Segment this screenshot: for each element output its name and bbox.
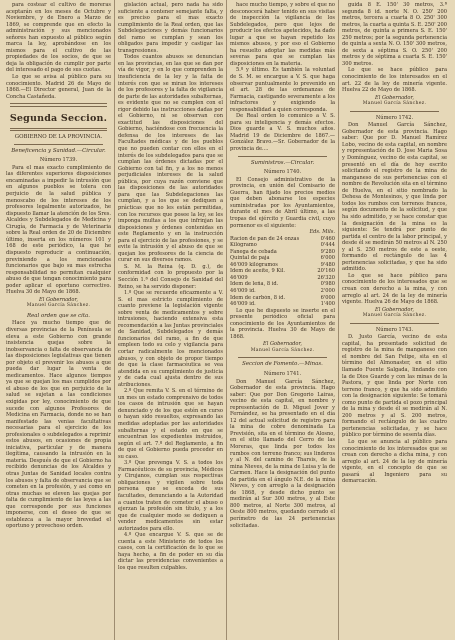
price-value: 0'460 xyxy=(320,235,335,242)
signature-title: El Gobernador, xyxy=(375,94,414,101)
price-value: 0'980 xyxy=(320,281,335,288)
column-rule xyxy=(338,0,339,640)
paragraph: 3.º Que prevenga V. S. a todos los Farmacéuticos de su provincia, Médicos y Cirujanos, cumplan sus respectivas obligaciones y vigilen sobre toda persona que se exceda de sus facultades, denunciando a la Autoridad a cuantos traten de cometer el abuso o ejerzan la profesión sin título, y a los que de cualquier modo se dediquen a vender medicamentos sin estar autorizados para ello. xyxy=(118,460,223,532)
divider xyxy=(238,357,327,358)
signature-title: El Gobernador, xyxy=(375,306,414,313)
paragraph: Lo que se hace público para conocimiento de los interesados que se crean con derecho a la mina, y con arreglo al art. 24 de la ley de minería vigente. Huelva 26 de Mayo de 1868. xyxy=(342,272,447,306)
price-list xyxy=(230,236,335,308)
paragraph: hace mucho tiempo, y sobre el que no desconocerá haber tenido en sus visitas de inspección la vigilancia de los Subdelegados, pero que lejos de producir los efectos apetecidos, ha dado lugar a que se hayan repetido los mismos abusos, y por eso el Gobierno ha resuelto adoptar las medidas más severas para que se cumplan las disposiciones en la materia. xyxy=(230,2,335,67)
price-value: 6'000 xyxy=(320,255,335,262)
column-2 xyxy=(118,2,223,638)
paragraph: S. M. la Reina (q. D. g.), de conformidad con lo propuesto por la Sección 1.ª del Consejo de Sanidad del Reino, se ha servido disponer: xyxy=(118,263,223,290)
subsection-title: Seccion de Fomento.—Minas. xyxy=(242,361,323,368)
paragraph: 2.º Que remita V. S. en el término de un mes un estado comprensivo de todos los casos de intrusión que se hayan denunciado y de los que estén en curso o hayan sido resueltos, expresando las medidas adoptadas por las autoridades subalternas y el estado en que se encuentran los expedientes instruidos, según el art. 7.º del Reglamento, a fin de que el Gobierno pueda proceder en su caso. xyxy=(118,388,223,460)
price-item: 46'009 xyxy=(230,274,248,281)
column-rule xyxy=(226,0,227,640)
subsection-title: Suministros.—Circular. xyxy=(250,159,315,166)
price-item: Idem de leña, 8 id. xyxy=(230,281,279,288)
notice-number: Número 1740. xyxy=(263,169,302,176)
price-value: 6'000 xyxy=(320,294,335,301)
notice-number: Número 1739. xyxy=(39,157,78,164)
signature-name: Manuel García Sánchez. xyxy=(362,313,427,319)
price-item: Kilógramo xyxy=(230,242,257,249)
paragraph: para costear el cultivo de moreras aceptarán en los meses de Octubre y Noviembre, y de Enero a Marzo de 1869, se comprende que en efecto la administración y sus mencionados señores han expuesto al público según marca la ley, aprobándose en los mismos para el cultivo de las propiedades de los socios, de que se deja la obligación de cumplir por parte del interesado el pago de sus cuotas. xyxy=(6,2,111,74)
divider xyxy=(350,323,439,324)
price-header: Eds. Mils. xyxy=(309,229,335,236)
paragraph: Lo que he dispuesto se inserte en el presente periódico oficial para conocimiento de los Ayuntamientos de la provincia. Huelva 30 de Mayo de 1868. xyxy=(230,307,335,340)
price-value: 9'480 xyxy=(320,261,335,268)
column-1 xyxy=(6,2,111,638)
notice-number: Número 1741. xyxy=(263,370,302,377)
paragraph: Lo que se anuncia al público para conocimiento de los interesados que se crean con derecho a dicha mina, y con arreglo al art. 24 de la ley de minería vigente, en el concepto de que se pasará al Ingeniero para su demarcación. xyxy=(342,439,447,485)
paragraph: Don Manuel García Sánchez, Gobernador de esta provincia. Hago saber: Que por D. Manuel Ramírez Lobo, vecino de esta capital, en nombre y representación de D. Jose Maria Sosa y Domínguez, vecino de esta capital, se presentó en el día de hoy escrito solicitando el registro de la mina de manganeso de sus pertenencias con el nombre de Revolución sita en el término de Huelva, en el sitio nombrado la Dehesa de Montesinos, y que linda por todos los rumbos con terrenos francos, según documento de la solicitud, y que ha sido admitido, y se hace constar que la designación de la mina es la siguiente: Se tendrá por punto de partida el centro de la labor principal, y desde él se medirán 50 metros al N. 250 y al S. 250 metros de este a oeste, formando el rectángulo de las 4 pertenencias solicitadas, y que ha sido admitido. xyxy=(342,122,447,273)
paragraph: D. Justo García, vecino de esta capital, ha presentado solicitud de registro de la mina de manganeso con el nombre del San Felipe, sita en el término del Almonaster, en el sitio llamado Fuente Salgada, lindando con la de Dios Guarde y con las minas de la Pastora, y que linda por Norte con terreno franco, y que ha sido admitido con la designación siguiente: Se tomará como punto de partida el pozo principal de la mina y desde él se medirán al N. 200 metros y al S. 200 metros, formando el rectángulo de las cuatro pertenencias solicitadas, y se hace público por término de sesenta días. xyxy=(342,334,447,439)
price-item: 46'009 id. xyxy=(230,301,256,308)
price-item: Fanega de cebada xyxy=(230,248,277,255)
signature-name: Manuel García Sánchez. xyxy=(26,303,91,309)
price-item: Quintal de paja xyxy=(230,255,270,262)
price-value: 0'444 xyxy=(320,242,335,249)
subsection-title: Real orden que se cita. xyxy=(27,312,90,319)
paragraph: 5.º y último. Es también la voluntad de S. M. se encargue a V. S. que haga observar puntualmente lo prevenido en el art. 28 de las ordenanzas de Farmacia, castigando severamente a los infractores y exigiendo la responsabilidad a quien corresponda. xyxy=(230,67,335,113)
paragraph: De Real orden lo comunico a V. S. para su inteligencia y demás efectos. Dios guarde a V. S. muchos años. Madrid 19 de Diciembre de 1867.—González Bravo.—Sr. Gobernador de la provincia de.... xyxy=(230,113,335,153)
divider xyxy=(10,128,107,132)
subsection-title: Beneficencia y Sanidad.—Circular. xyxy=(11,147,106,154)
price-item: Racion de pan de 24 onzas xyxy=(230,235,300,242)
signature-name: Manuel García Sánchez. xyxy=(362,101,427,107)
government-heading: GOBIERNO DE LA PROVINCIA. xyxy=(14,134,103,141)
price-value: 1'400 xyxy=(320,301,335,308)
paragraph: Para el mas exacto cumplimiento de las diferentes superiores disposiciones encaminadas a impedir la intrusión que en algunos pueblos se tolera con perjuicio de la salud pública y menoscabo de los intereses de los profesores legalmente autorizados, he dispuesto llamar la atención de los Sres. Alcaldes y Subdelegados de Medicina y Cirugía, de Farmacia y de Veterinaria sobre la Real orden de 20 de Diciembre último, inserta en los números 101 y 168 de este periódico, la que he dispuesto reproducir a continuación, previniendo a los mencionados funcionarios que bajo su mas estrecha responsabilidad no permitan cualquier abuso de que tengan conocimiento para poder aplicar el oportuno correctivo. Huelva 30 de Mayo de 1868. xyxy=(6,164,111,296)
price-value: 26'320 xyxy=(317,274,335,281)
price-item: 46'009 kilógramos xyxy=(230,261,278,268)
paragraph: Hace ya mucho tiempo que de diversas provincias de la Península se eleva a este Gobierno con grande insistencia quejas sobre la inobservancia o falta de observancia de las disposiciones legislativas que tienen por objeto el prevenir los abusos a que pueda dar lugar la venta de medicamentos. Hace algunos tiempos ya que se quejan los mas cumplidos por el abuso de los que en perjuicio de la salud se sujetan a las condiciones exigidas por ley, conocimiento de que sucede con algunos Profesores de Medicina en Farmacia, donde no se han manifestado las venias facultativas necesarias para el ejercicio de los profesionales o subdelegados a reprimir estos abusos, en ocasiones de propia iniciativa, particular y de manera ilegítima, causando la intrusión en la materia. Después de que el Gobierno ha recibido denuncias de los Alcaldes y otras Juntas de Sanidad locales contra los abusos y falta de observancia que se cometen en la profesión, y así como en otras muchas se eleven las quejas por falta de cumplimiento de las leyes a las que corresponde por sus funciones imponerse, con el deseo de que se establezca a la mayor brevedad el oportuno y provechoso orden. xyxy=(6,320,111,530)
column-3 xyxy=(230,2,335,638)
price-value: 2'000 xyxy=(320,287,335,294)
signature-name: Manuel García Sánchez. xyxy=(250,347,315,353)
column-rule xyxy=(114,0,115,640)
divider xyxy=(238,156,327,157)
paragraph: Todos cuantos abusos se denuncian en las provincias, en las que se dan por vía de vigor, y en lo que comprenden la insuficiencia de la ley y la falta de interés con que se miran los intereses de los profesores y la falta de vigilancia de parte de las autoridades subalternas, es evidente que no se cumplen con el rigor debido las instrucciones dadas por el Gobierno, ni se observan con exactitud las disposiciones del Gobierno, haciéndose con frecuencia la defensa de los intereses de las Facultades médicas y de los pueblos que no pueden contar con ellos en el interés de los subdelegados para que se cumplan las órdenes dictadas por el Gobierno con tal fin, y a los no menos perjudiciales intereses de la salud pública, por cuya razón conviene que las disposiciones de las autoridades para que las Subdelegaciones las cumplan, y a los que se dediquen a prácticas que no les están permitidas, con los recursos que posee la ley, se les imponga multas a los que infrinjan las disposiciones y órdenes contenidas en este Reglamento y en la instrucción para el ejercicio de las profesiones, y se evite la intrusión y el abuso de que se quejan los profesores de la ciencia de curar en sus diversos ramos. xyxy=(118,54,223,264)
column-4 xyxy=(342,2,447,638)
paragraph: 4.º Que encargue V. S. que se de cuenta a este Ministerio de todos los casos, con la certificación de lo que se haya hecho, a fin de poder en su día dictar las providencias convenientes a los que resulten culpables. xyxy=(118,532,223,572)
signature-title: El Gobernador, xyxy=(39,296,78,303)
notice-number: Número 1743. xyxy=(375,326,414,333)
section-title: Segunda Seccion. xyxy=(9,112,108,124)
divider xyxy=(14,144,103,145)
price-item: Idem de carbón, 8 id. xyxy=(230,294,286,301)
divider xyxy=(10,103,107,107)
price-value: 9'280 xyxy=(320,248,335,255)
paragraph: gislación actual, pero nada ha sido suficiente a contener semejante falta, y es preciso para el mas exacto cumplimiento de la Real orden, que las Subdelegaciones y demás funcionarios del ramo se cumplan y sean los obligados para impedir y castigar las transgresiones. xyxy=(118,2,223,54)
price-item: 46'009 id. xyxy=(230,287,256,294)
signature-title: El Gobernador, xyxy=(263,341,302,348)
paragraph: 1.º Que se recuerde eficazmente a V. S. el mas estricto cumplimiento de cuanto previene la legislación vigente sobre venta de medicamentos y sobre intrusiones, haciendo extensiva esta recomendación a las Juntas provinciales de Sanidad, Subdelegados y demás funcionarios del ramo, a fin de que empleen todo su celo y vigilancia para cortar radicalmente los mencionados abusos, y con objeto de propor tiempo de que la clase farmacéutica se vea atendida en su cumplimiento de justicia y de cada cual ajusta dentro de sus atribuciones. xyxy=(118,290,223,388)
notice-number: Número 1742. xyxy=(375,114,414,121)
price-value: 20'160 xyxy=(317,268,335,275)
paragraph: Lo que se avisa al público para su conocimiento. Madrid 26 de Mayo de 1868.—El Director general, Juan de la Concha Castañeda. xyxy=(6,74,111,100)
paragraph: El Consejo administrativo de la provincia, en unión del Comisario de Guerra, han fijado los precios medios que deben abonarse los especies suministradas por los Ayuntamientos, durante el mes de Abril último, a las tropas del ejército y Guardia civil, cuyo pormenor es el siguiente: xyxy=(230,176,335,229)
paragraph: guida 8 E. 150' 30 metros, 3.ª segunda 8 id. norte N. O. 250' 200 metros, tercera a cuarta 8 O. 250' 300 metros, la cuarta a quinta S. E. 250' 200 metros, de quinta a primera S. E. 150' 250 metros; por la segunda pertenencia de quinta a sexta N. O. 150' 300 metros, de sexta a séptima S. O. 250' 200 metros y de séptima a cuarta S. E. 150' 300 metros. xyxy=(342,2,447,67)
divider xyxy=(350,111,439,112)
paragraph: Don Manuel García Sánchez, Gobernador de esta provincia. Hago saber: Que por Don Gregorio Lairas, vecino de esta capital, en nombre y representación de D. Miguel Jover y Fernández, se ha presentado en el día 12 del actual solicitud de registro para la mina de cobre denominada La Previsión, sita en el término de Alosno, en el sitio llamado del Cerro de las Moreras, que linda por todos los rumbos con terreno franco; sus linderos y al N. del camino de Tharsis, de la mina Nieves, de la mina de Luisa y la de Carmen. Hace la designación del punto de partida en el ángulo N.E. de la mina Nieves, y con arreglo a la designación de 1868, y desde dicho punto se medirán al Sur 300 metros, y al Este 800 metros, al Norte 300 metros, al Oeste 800 metros, quedando cerrado el perímetro de las 24 pertenencias solicitadas. xyxy=(230,378,335,529)
paragraph: Lo que se hace público para conocimiento de los interesados en el art. 22 de la ley de minería vigente. Huelva 22 de Mayo de 1868. xyxy=(342,67,447,94)
price-item: Idem de aceite, 9 Kil. xyxy=(230,268,286,275)
